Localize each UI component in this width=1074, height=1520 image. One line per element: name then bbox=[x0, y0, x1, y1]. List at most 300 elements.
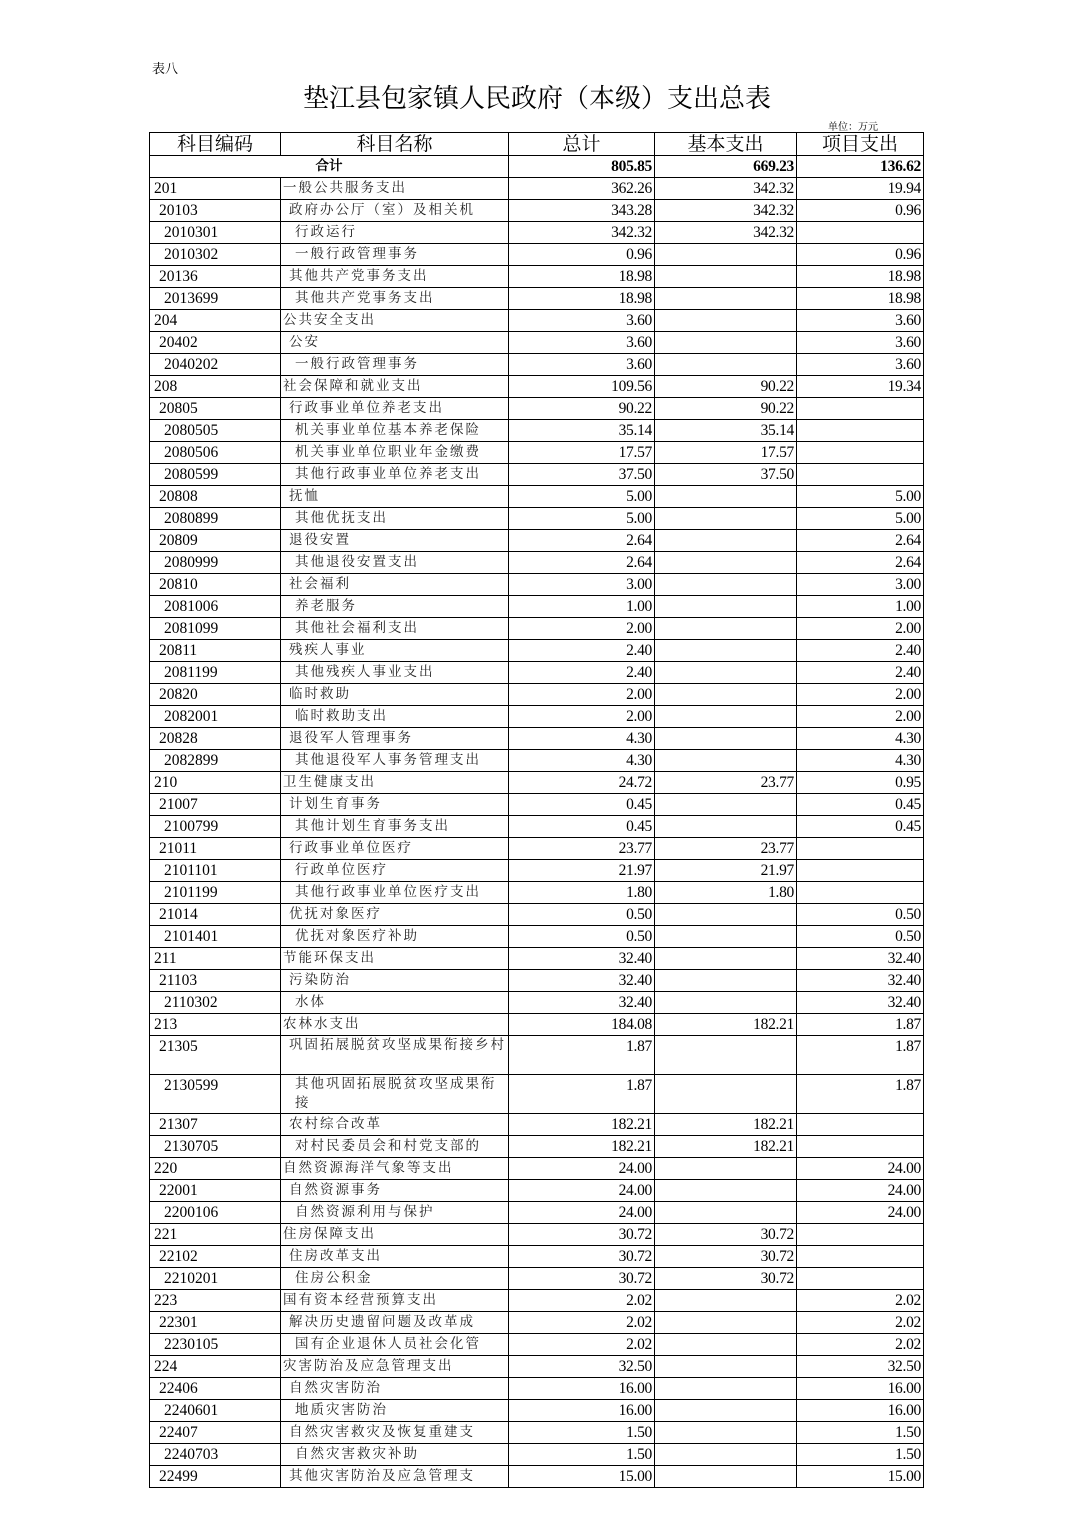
row-total: 24.00 bbox=[509, 1158, 655, 1180]
row-code: 221 bbox=[150, 1224, 281, 1246]
row-project: 1.87 bbox=[797, 1014, 924, 1036]
table-row bbox=[150, 310, 924, 332]
row-total: 0.50 bbox=[509, 926, 655, 948]
row-name: 卫生健康支出 bbox=[281, 772, 509, 794]
row-name: 农村综合改革 bbox=[281, 1114, 509, 1136]
table-row bbox=[150, 508, 924, 530]
row-basic: 342.32 bbox=[655, 200, 797, 222]
row-name: 自然灾害救灾补助 bbox=[281, 1444, 509, 1466]
row-total: 32.40 bbox=[509, 992, 655, 1014]
row-name: 水体 bbox=[281, 992, 509, 1014]
row-basic: 37.50 bbox=[655, 464, 797, 486]
row-basic: 30.72 bbox=[655, 1224, 797, 1246]
row-name: 其他行政事业单位养老支出 bbox=[281, 464, 509, 486]
row-basic bbox=[655, 1378, 797, 1400]
row-code: 220 bbox=[150, 1158, 281, 1180]
row-project bbox=[797, 882, 924, 904]
row-total: 3.00 bbox=[509, 574, 655, 596]
unit-label: 单位：万元 bbox=[828, 122, 878, 133]
row-basic: 30.72 bbox=[655, 1246, 797, 1268]
table-row bbox=[150, 1158, 924, 1180]
row-basic: 342.32 bbox=[655, 222, 797, 244]
row-name: 其他灾害防治及应急管理支 bbox=[281, 1466, 509, 1488]
row-code: 2240601 bbox=[150, 1400, 281, 1422]
row-name: 自然灾害防治 bbox=[281, 1378, 509, 1400]
table-row bbox=[150, 442, 924, 464]
row-code: 22406 bbox=[150, 1378, 281, 1400]
row-code: 20828 bbox=[150, 728, 281, 750]
row-code: 22499 bbox=[150, 1466, 281, 1488]
table-row bbox=[150, 948, 924, 970]
row-name: 政府办公厅（室）及相关机 bbox=[281, 200, 509, 222]
row-name: 巩固拓展脱贫攻坚成果衔接乡村 bbox=[281, 1036, 509, 1075]
row-basic bbox=[655, 1180, 797, 1202]
row-basic bbox=[655, 486, 797, 508]
table-row bbox=[150, 1444, 924, 1466]
row-code: 223 bbox=[150, 1290, 281, 1312]
row-basic bbox=[655, 728, 797, 750]
row-total: 2.00 bbox=[509, 618, 655, 640]
row-name: 其他退役安置支出 bbox=[281, 552, 509, 574]
row-total: 4.30 bbox=[509, 728, 655, 750]
row-basic bbox=[655, 596, 797, 618]
header-basic: 基本支出 bbox=[655, 133, 797, 156]
row-name: 公共安全支出 bbox=[281, 310, 509, 332]
row-basic bbox=[655, 948, 797, 970]
row-total: 0.96 bbox=[509, 244, 655, 266]
row-code: 20402 bbox=[150, 332, 281, 354]
row-basic bbox=[655, 926, 797, 948]
row-name: 机关事业单位基本养老保险 bbox=[281, 420, 509, 442]
row-code: 21014 bbox=[150, 904, 281, 926]
row-total: 24.72 bbox=[509, 772, 655, 794]
row-basic bbox=[655, 266, 797, 288]
row-name: 行政事业单位医疗 bbox=[281, 838, 509, 860]
row-code: 2013699 bbox=[150, 288, 281, 310]
table-row bbox=[150, 684, 924, 706]
row-total: 21.97 bbox=[509, 860, 655, 882]
row-code: 2101101 bbox=[150, 860, 281, 882]
row-name: 机关事业单位职业年金缴费 bbox=[281, 442, 509, 464]
row-name: 行政运行 bbox=[281, 222, 509, 244]
row-project: 0.96 bbox=[797, 244, 924, 266]
table-row bbox=[150, 1114, 924, 1136]
row-basic: 182.21 bbox=[655, 1114, 797, 1136]
row-project: 1.87 bbox=[797, 1075, 924, 1114]
row-name: 其他残疾人事业支出 bbox=[281, 662, 509, 684]
total-project: 136.62 bbox=[797, 156, 924, 178]
row-name: 退役安置 bbox=[281, 530, 509, 552]
row-total: 0.45 bbox=[509, 816, 655, 838]
row-basic: 182.21 bbox=[655, 1014, 797, 1036]
row-total: 18.98 bbox=[509, 288, 655, 310]
row-total: 2.02 bbox=[509, 1312, 655, 1334]
row-project: 2.00 bbox=[797, 618, 924, 640]
header-project: 项目支出 bbox=[797, 133, 924, 156]
row-code: 20136 bbox=[150, 266, 281, 288]
row-code: 2080599 bbox=[150, 464, 281, 486]
row-total: 1.50 bbox=[509, 1422, 655, 1444]
row-total: 2.40 bbox=[509, 662, 655, 684]
total-row bbox=[150, 156, 924, 178]
row-name: 其他社会福利支出 bbox=[281, 618, 509, 640]
row-name: 解决历史遗留问题及改革成 bbox=[281, 1312, 509, 1334]
row-project: 24.00 bbox=[797, 1158, 924, 1180]
row-project: 16.00 bbox=[797, 1378, 924, 1400]
row-basic bbox=[655, 530, 797, 552]
row-name: 公安 bbox=[281, 332, 509, 354]
row-project: 32.40 bbox=[797, 992, 924, 1014]
row-basic: 90.22 bbox=[655, 398, 797, 420]
row-total: 1.80 bbox=[509, 882, 655, 904]
row-total: 32.40 bbox=[509, 970, 655, 992]
table-row bbox=[150, 838, 924, 860]
row-project: 0.45 bbox=[797, 794, 924, 816]
row-total: 3.60 bbox=[509, 310, 655, 332]
row-total: 30.72 bbox=[509, 1246, 655, 1268]
row-code: 208 bbox=[150, 376, 281, 398]
row-name: 地质灾害防治 bbox=[281, 1400, 509, 1422]
row-project: 2.02 bbox=[797, 1290, 924, 1312]
row-basic bbox=[655, 992, 797, 1014]
row-basic: 1.80 bbox=[655, 882, 797, 904]
row-project bbox=[797, 1136, 924, 1158]
table-row bbox=[150, 1075, 924, 1114]
row-code: 2081099 bbox=[150, 618, 281, 640]
table-row bbox=[150, 1422, 924, 1444]
row-total: 17.57 bbox=[509, 442, 655, 464]
row-name: 其他巩固拓展脱贫攻坚成果衔接 bbox=[281, 1075, 509, 1114]
row-project: 2.64 bbox=[797, 530, 924, 552]
row-project: 15.00 bbox=[797, 1466, 924, 1488]
row-total: 184.08 bbox=[509, 1014, 655, 1036]
row-total: 2.02 bbox=[509, 1334, 655, 1356]
row-name: 退役军人管理事务 bbox=[281, 728, 509, 750]
table-row bbox=[150, 904, 924, 926]
row-code: 224 bbox=[150, 1356, 281, 1378]
row-code: 2101199 bbox=[150, 882, 281, 904]
row-project: 1.50 bbox=[797, 1422, 924, 1444]
total-sum: 805.85 bbox=[509, 156, 655, 178]
row-code: 2010301 bbox=[150, 222, 281, 244]
row-code: 2080899 bbox=[150, 508, 281, 530]
row-project: 2.00 bbox=[797, 684, 924, 706]
row-total: 5.00 bbox=[509, 486, 655, 508]
row-basic bbox=[655, 288, 797, 310]
row-basic bbox=[655, 1422, 797, 1444]
row-project: 2.02 bbox=[797, 1312, 924, 1334]
table-row bbox=[150, 1202, 924, 1224]
row-code: 2210201 bbox=[150, 1268, 281, 1290]
row-name: 国有资本经营预算支出 bbox=[281, 1290, 509, 1312]
row-project: 18.98 bbox=[797, 288, 924, 310]
table-row bbox=[150, 1246, 924, 1268]
table-row bbox=[150, 1312, 924, 1334]
table-row bbox=[150, 332, 924, 354]
row-name: 自然资源事务 bbox=[281, 1180, 509, 1202]
row-name: 国有企业退休人员社会化管 bbox=[281, 1334, 509, 1356]
row-total: 3.60 bbox=[509, 332, 655, 354]
table-row bbox=[150, 178, 924, 200]
row-total: 90.22 bbox=[509, 398, 655, 420]
row-basic bbox=[655, 1036, 797, 1075]
row-total: 343.28 bbox=[509, 200, 655, 222]
table-row bbox=[150, 772, 924, 794]
row-basic bbox=[655, 574, 797, 596]
row-total: 30.72 bbox=[509, 1268, 655, 1290]
row-code: 2080999 bbox=[150, 552, 281, 574]
table-row bbox=[150, 200, 924, 222]
row-code: 22102 bbox=[150, 1246, 281, 1268]
row-code: 20810 bbox=[150, 574, 281, 596]
row-project: 2.40 bbox=[797, 640, 924, 662]
row-total: 4.30 bbox=[509, 750, 655, 772]
row-basic bbox=[655, 508, 797, 530]
row-code: 2040202 bbox=[150, 354, 281, 376]
row-name: 抚恤 bbox=[281, 486, 509, 508]
table-row bbox=[150, 662, 924, 684]
row-code: 20805 bbox=[150, 398, 281, 420]
row-code: 21103 bbox=[150, 970, 281, 992]
table-row bbox=[150, 882, 924, 904]
row-name: 临时救助 bbox=[281, 684, 509, 706]
row-basic bbox=[655, 1356, 797, 1378]
row-project: 4.30 bbox=[797, 750, 924, 772]
row-code: 22001 bbox=[150, 1180, 281, 1202]
table-row bbox=[150, 926, 924, 948]
row-project: 3.00 bbox=[797, 574, 924, 596]
row-basic bbox=[655, 750, 797, 772]
row-name: 其他退役军人事务管理支出 bbox=[281, 750, 509, 772]
row-basic: 182.21 bbox=[655, 1136, 797, 1158]
row-project bbox=[797, 464, 924, 486]
row-basic bbox=[655, 684, 797, 706]
row-total: 5.00 bbox=[509, 508, 655, 530]
row-name: 养老服务 bbox=[281, 596, 509, 618]
table-row bbox=[150, 574, 924, 596]
row-name: 对村民委员会和村党支部的 bbox=[281, 1136, 509, 1158]
row-name: 一般公共服务支出 bbox=[281, 178, 509, 200]
row-project: 0.50 bbox=[797, 926, 924, 948]
row-code: 22301 bbox=[150, 1312, 281, 1334]
row-code: 2010302 bbox=[150, 244, 281, 266]
row-basic bbox=[655, 1400, 797, 1422]
table-row bbox=[150, 486, 924, 508]
table-row bbox=[150, 288, 924, 310]
header-total: 总计 bbox=[509, 133, 655, 156]
row-name: 优抚对象医疗 bbox=[281, 904, 509, 926]
row-project: 24.00 bbox=[797, 1202, 924, 1224]
row-name: 污染防治 bbox=[281, 970, 509, 992]
table-row bbox=[150, 376, 924, 398]
row-project bbox=[797, 222, 924, 244]
row-code: 21011 bbox=[150, 838, 281, 860]
row-project: 32.40 bbox=[797, 948, 924, 970]
row-project: 1.00 bbox=[797, 596, 924, 618]
table-row bbox=[150, 596, 924, 618]
row-code: 2230105 bbox=[150, 1334, 281, 1356]
row-basic bbox=[655, 310, 797, 332]
row-basic bbox=[655, 332, 797, 354]
row-basic: 90.22 bbox=[655, 376, 797, 398]
row-basic bbox=[655, 1075, 797, 1114]
page-title: 垫江县包家镇人民政府（本级）支出总表 bbox=[302, 84, 771, 114]
table-row bbox=[150, 728, 924, 750]
row-name: 一般行政管理事务 bbox=[281, 354, 509, 376]
row-total: 35.14 bbox=[509, 420, 655, 442]
row-name: 临时救助支出 bbox=[281, 706, 509, 728]
row-project: 2.64 bbox=[797, 552, 924, 574]
table-row bbox=[150, 640, 924, 662]
table-row bbox=[150, 1014, 924, 1036]
row-code: 213 bbox=[150, 1014, 281, 1036]
row-name: 社会福利 bbox=[281, 574, 509, 596]
row-total: 16.00 bbox=[509, 1378, 655, 1400]
row-name: 社会保障和就业支出 bbox=[281, 376, 509, 398]
row-project: 2.02 bbox=[797, 1334, 924, 1356]
table-row bbox=[150, 618, 924, 640]
table-row bbox=[150, 1180, 924, 1202]
table-row bbox=[150, 794, 924, 816]
row-code: 20820 bbox=[150, 684, 281, 706]
row-basic: 35.14 bbox=[655, 420, 797, 442]
row-code: 20809 bbox=[150, 530, 281, 552]
row-name: 自然资源利用与保护 bbox=[281, 1202, 509, 1224]
row-project: 0.50 bbox=[797, 904, 924, 926]
table-row bbox=[150, 1224, 924, 1246]
row-basic bbox=[655, 618, 797, 640]
row-name: 灾害防治及应急管理支出 bbox=[281, 1356, 509, 1378]
row-total: 16.00 bbox=[509, 1400, 655, 1422]
row-code: 2100799 bbox=[150, 816, 281, 838]
table-row bbox=[150, 1136, 924, 1158]
row-project: 2.00 bbox=[797, 706, 924, 728]
row-basic bbox=[655, 904, 797, 926]
row-project: 24.00 bbox=[797, 1180, 924, 1202]
row-basic bbox=[655, 662, 797, 684]
table-row bbox=[150, 860, 924, 882]
table-row bbox=[150, 222, 924, 244]
row-basic: 23.77 bbox=[655, 772, 797, 794]
row-total: 32.40 bbox=[509, 948, 655, 970]
row-total: 30.72 bbox=[509, 1224, 655, 1246]
row-name: 其他行政事业单位医疗支出 bbox=[281, 882, 509, 904]
row-total: 182.21 bbox=[509, 1114, 655, 1136]
row-project: 19.94 bbox=[797, 178, 924, 200]
row-code: 2110302 bbox=[150, 992, 281, 1014]
row-code: 2082899 bbox=[150, 750, 281, 772]
table-row bbox=[150, 420, 924, 442]
row-total: 24.00 bbox=[509, 1180, 655, 1202]
row-basic bbox=[655, 1334, 797, 1356]
row-project: 3.60 bbox=[797, 332, 924, 354]
row-project: 5.00 bbox=[797, 508, 924, 530]
row-basic bbox=[655, 1466, 797, 1488]
row-name: 其他共产党事务支出 bbox=[281, 266, 509, 288]
row-code: 2240703 bbox=[150, 1444, 281, 1466]
table-row bbox=[150, 530, 924, 552]
table-row bbox=[150, 1036, 924, 1075]
row-code: 20811 bbox=[150, 640, 281, 662]
row-project bbox=[797, 1114, 924, 1136]
table-row bbox=[150, 1290, 924, 1312]
row-total: 2.02 bbox=[509, 1290, 655, 1312]
row-total: 342.32 bbox=[509, 222, 655, 244]
row-code: 204 bbox=[150, 310, 281, 332]
row-project: 2.40 bbox=[797, 662, 924, 684]
table-row bbox=[150, 970, 924, 992]
row-name: 其他优抚支出 bbox=[281, 508, 509, 530]
table-row bbox=[150, 354, 924, 376]
row-project: 32.40 bbox=[797, 970, 924, 992]
row-name: 其他共产党事务支出 bbox=[281, 288, 509, 310]
total-label: 合计 bbox=[150, 156, 509, 178]
row-project: 1.87 bbox=[797, 1036, 924, 1075]
row-project bbox=[797, 398, 924, 420]
row-project: 3.60 bbox=[797, 310, 924, 332]
row-total: 37.50 bbox=[509, 464, 655, 486]
row-total: 2.64 bbox=[509, 530, 655, 552]
row-basic bbox=[655, 706, 797, 728]
row-code: 201 bbox=[150, 178, 281, 200]
row-project bbox=[797, 1246, 924, 1268]
row-total: 2.64 bbox=[509, 552, 655, 574]
row-total: 1.87 bbox=[509, 1075, 655, 1114]
row-total: 1.00 bbox=[509, 596, 655, 618]
row-code: 2082001 bbox=[150, 706, 281, 728]
table-row bbox=[150, 816, 924, 838]
row-basic: 17.57 bbox=[655, 442, 797, 464]
row-basic bbox=[655, 552, 797, 574]
row-total: 18.98 bbox=[509, 266, 655, 288]
row-code: 20103 bbox=[150, 200, 281, 222]
row-name: 住房改革支出 bbox=[281, 1246, 509, 1268]
row-name: 节能环保支出 bbox=[281, 948, 509, 970]
row-project: 32.50 bbox=[797, 1356, 924, 1378]
table-row bbox=[150, 244, 924, 266]
row-basic bbox=[655, 354, 797, 376]
row-total: 0.45 bbox=[509, 794, 655, 816]
row-code: 2080506 bbox=[150, 442, 281, 464]
row-name: 自然灾害救灾及恢复重建支 bbox=[281, 1422, 509, 1444]
row-basic bbox=[655, 1444, 797, 1466]
row-code: 2081006 bbox=[150, 596, 281, 618]
row-project: 19.34 bbox=[797, 376, 924, 398]
row-total: 2.00 bbox=[509, 684, 655, 706]
row-basic bbox=[655, 1312, 797, 1334]
row-total: 2.40 bbox=[509, 640, 655, 662]
row-project bbox=[797, 838, 924, 860]
row-project: 18.98 bbox=[797, 266, 924, 288]
row-project: 0.96 bbox=[797, 200, 924, 222]
row-total: 182.21 bbox=[509, 1136, 655, 1158]
row-project: 16.00 bbox=[797, 1400, 924, 1422]
row-name: 农林水支出 bbox=[281, 1014, 509, 1036]
table-row bbox=[150, 992, 924, 1014]
row-name: 一般行政管理事务 bbox=[281, 244, 509, 266]
total-basic: 669.23 bbox=[655, 156, 797, 178]
row-code: 2081199 bbox=[150, 662, 281, 684]
row-basic bbox=[655, 1290, 797, 1312]
row-code: 2101401 bbox=[150, 926, 281, 948]
row-basic bbox=[655, 244, 797, 266]
table-row bbox=[150, 464, 924, 486]
row-total: 0.50 bbox=[509, 904, 655, 926]
row-name: 其他计划生育事务支出 bbox=[281, 816, 509, 838]
row-code: 210 bbox=[150, 772, 281, 794]
row-code: 22407 bbox=[150, 1422, 281, 1444]
row-code: 21007 bbox=[150, 794, 281, 816]
